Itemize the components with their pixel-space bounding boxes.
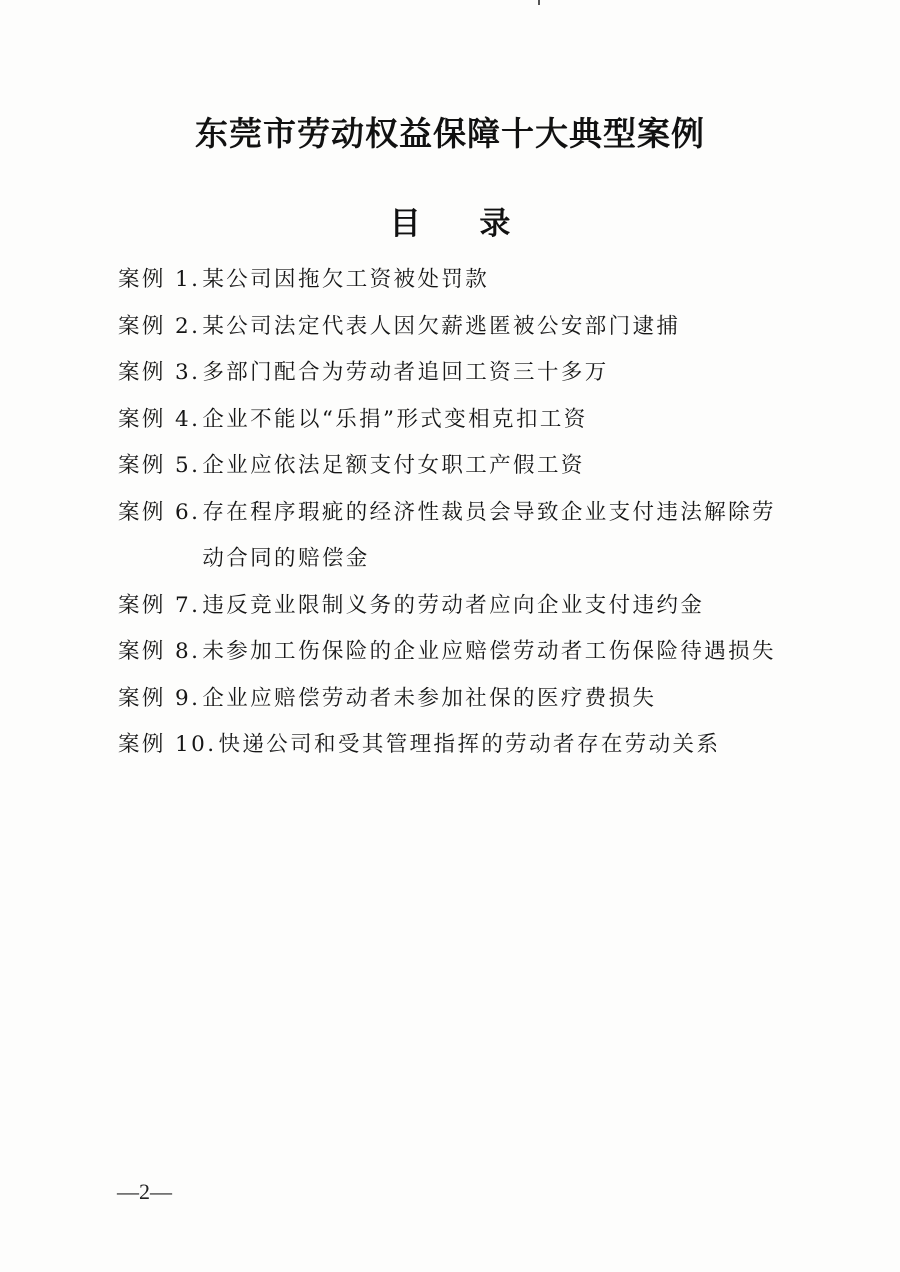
case-label: 案例 4.	[118, 406, 201, 432]
case-label: 案例 9.	[118, 685, 201, 711]
case-title: 企业应依法足额支付女职工产假工资	[202, 453, 585, 478]
toc-item	[118, 350, 798, 397]
case-label: 案例 8.	[118, 639, 201, 664]
case-label: 案例 1.	[118, 267, 201, 292]
case-label: 案例 3.	[118, 360, 201, 385]
case-label: 案例 10.	[118, 732, 217, 757]
toc-list	[118, 257, 798, 769]
toc-heading: 目 录	[389, 206, 535, 242]
case-label: 案例 2.	[118, 313, 201, 339]
page-number: —2—	[117, 1179, 172, 1204]
toc-item	[118, 257, 798, 304]
toc-item	[118, 443, 798, 490]
case-title: 未参加工伤保险的企业应赔偿劳动者工伤保险待遇损失	[202, 639, 776, 664]
case-title: 违反竞业限制义务的劳动者应向企业支付违约金	[202, 592, 705, 618]
toc-item	[118, 490, 798, 583]
case-title: 快递公司和受其管理指挥的劳动者存在劳动关系	[218, 732, 721, 757]
document-title: 东莞市劳动权益保障十大典型案例	[195, 114, 705, 153]
case-title: 某公司因拖欠工资被处罚款	[202, 267, 490, 292]
case-title: 企业不能以“乐捐”形式变相克扣工资	[202, 406, 588, 432]
case-title: 多部门配合为劳动者追回工资三十多万	[202, 360, 609, 385]
toc-item	[118, 583, 798, 630]
toc-item	[118, 304, 798, 351]
toc-item	[118, 629, 798, 676]
toc-item	[118, 397, 798, 444]
case-title: 存在程序瑕疵的经济性裁员会导致企业支付违法解除劳动合同的赔偿金	[202, 499, 776, 571]
case-label: 案例 5.	[118, 453, 201, 478]
toc-item	[118, 722, 798, 769]
toc-item	[118, 676, 798, 723]
case-title: 企业应赔偿劳动者未参加社保的医疗费损失	[202, 685, 657, 711]
scan-mark	[538, 0, 540, 5]
case-label: 案例 6.	[118, 499, 201, 525]
case-label: 案例 7.	[118, 592, 201, 618]
case-title: 某公司法定代表人因欠薪逃匿被公安部门逮捕	[202, 313, 681, 339]
